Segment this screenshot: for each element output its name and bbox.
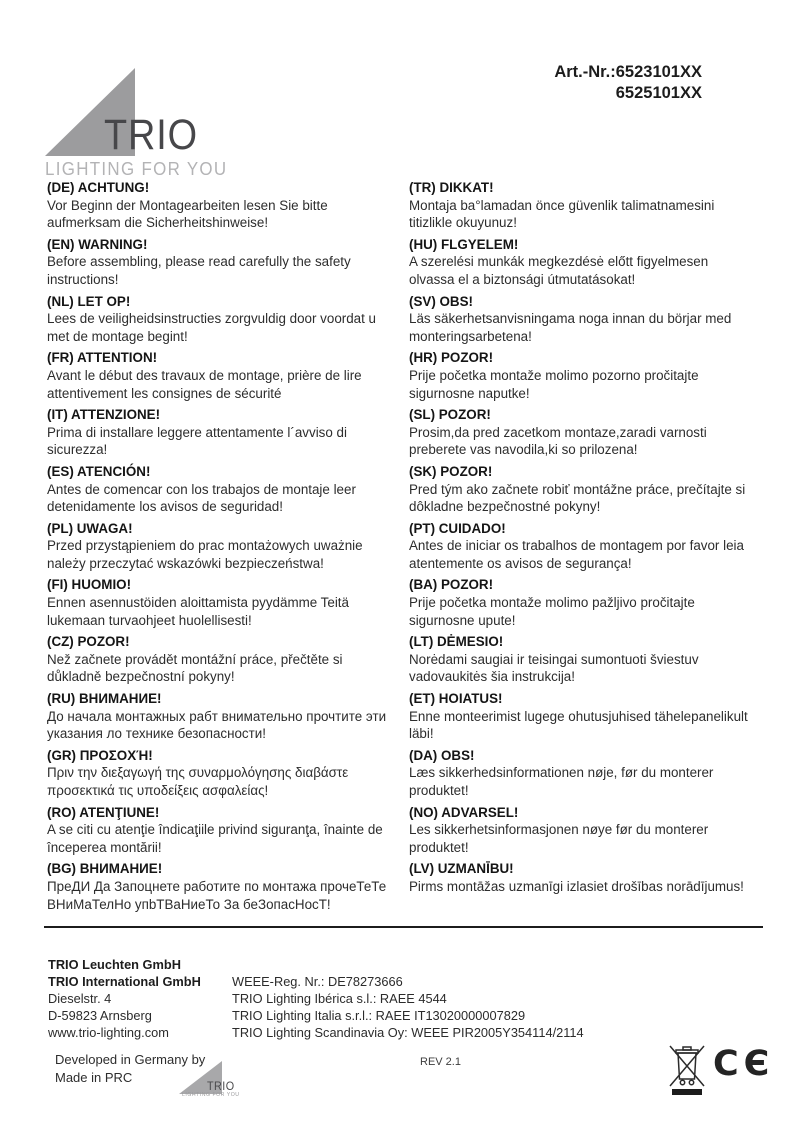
warning-ro-heading: (RO) ATENŢIUNE! [47,804,160,820]
warning-fi [47,576,409,629]
ce-mark-icon: CЄ [713,1044,775,1084]
trio-logo [45,68,228,179]
warning-ba [409,576,764,629]
warning-hu-heading: (HU) FLGYELEM! [409,236,519,252]
warning-da [409,747,764,800]
warning-lt [409,633,764,686]
warning-sl-body: Prosim,da pred zacetkom montaze,zaradi varnosti preberete vas navodila,ki so prilozena! [409,424,707,458]
weee-reg-italia: TRIO Lighting Italia s.r.l.: RAEE IT13020000007829 [232,1008,526,1023]
warning-da-body: Læs sikkerhedsinformationen nøje, før du monterer produktet! [409,765,714,798]
weee-reg-iberica: TRIO Lighting Ibérica s.l.: RAEE 4544 [232,991,447,1006]
warning-fi-body: Ennen asennustöiden aloittamista pyydämme Teitä lukemaan turvaohjeet huolellisesti! [47,595,349,628]
warning-lv-heading: (LV) UZMANĪBU! [409,861,514,877]
warning-bg-heading: (BG) ВНИМАНИЕ! [47,861,163,877]
warning-it-body: Prima di installare leggere attentamente l´avviso di sicurezza! [47,424,347,458]
warning-fi-heading: (FI) HUOMIO! [47,577,132,593]
brand-name: TRIO [104,111,198,159]
warning-pt-body: Antes de iniciar os trabalhos de montagem por favor leia atentemente os avisos de segurança! [409,538,744,571]
warning-sk [409,463,764,516]
company-name-1: TRIO Leuchten GmbH [48,957,181,972]
warning-no-heading: (NO) ADVARSEL! [409,804,519,820]
warning-et [409,690,764,743]
warning-gr-body: Πριν την διεξαγωγή της συναρμολόγησης διαβάστε προσεκτικά τις υποδείξεις ασφαλείας! [47,765,349,798]
warning-no-body: Les sikkerhetsinformasjonen nøye før du monterer produktet! [409,822,709,855]
warnings-right-column [409,179,764,917]
origin-line1: Developed in Germany by [55,1052,206,1067]
weee-registrations [232,956,584,1041]
warning-et-heading: (ET) HOIATUS! [409,691,503,707]
warning-tr-body: Montaja ba°lamadan önce güvenlik talimatnamesini titizlikle okuyunuz! [409,197,715,231]
warning-pl-heading: (PL) UWAGA! [47,520,133,536]
warning-de [47,179,409,232]
warning-de-heading: (DE) ACHTUNG! [47,180,150,195]
warning-hr [409,349,764,402]
warning-gr [47,747,409,800]
origin-line2: Made in PRC [55,1070,133,1085]
warning-es-body: Antes de comencar con los trabajos de montaje leer detenidamente los avisos de seguridad! [47,481,356,515]
warning-en-body: Before assembling, please read carefully the safety instructions! [47,254,351,287]
company-street: Dieselstr. 4 [48,991,112,1006]
weee-reg-de: WEEE-Reg. Nr.: DE78273666 [232,974,403,989]
warning-ba-body: Prije početka montaže molimo pažljivo pročitajte sigurnosne upute! [409,595,695,628]
warning-gr-heading: (GR) ΠΡΟΣΟΧΉ! [47,747,153,763]
warning-en [47,236,409,289]
warning-pt-heading: (PT) CUIDADO! [409,520,506,536]
brand-tagline: LIGHTING FOR YOU [45,159,228,179]
weee-crossed-bin-icon [668,1043,706,1095]
warning-es-heading: (ES) ATENCIÓN! [47,463,151,479]
warning-lv-body: Pirms montāžas uzmanīgi izlasiet drošības norādījumus! [409,878,744,894]
warning-nl [47,293,409,346]
brand-tagline-small: LIGHTING FOR YOU [182,1091,240,1098]
warning-de-body: Vor Beginn der Montagearbeiten lesen Sie bitte aufmerksam die Sicherheitshinweise! [47,197,328,231]
warning-bg [47,860,409,913]
article-number-line1: Art.-Nr.:6523101XX [554,63,702,81]
warning-sv [409,293,764,346]
warnings-columns [47,179,764,917]
warning-fr-body: Avant le début des travaux de montage, prière de lire attentivement les consignes de sécurité [47,367,362,401]
article-number-line2: 6525101XX [615,84,702,102]
warning-it-heading: (IT) ATTENZIONE! [47,407,161,423]
company-city: D-59823 Arnsberg [48,1008,152,1023]
warning-cz-heading: (CZ) POZOR! [47,634,130,650]
warning-ba-heading: (BA) POZOR! [409,577,494,593]
warning-bg-body: ПреДИ Да Запоцнете работите по монтажа прочеТеТе ВНиМаТелНо упbТВаНиеТо За беЗопасНосТ! [47,878,387,912]
warning-sl-heading: (SL) POZOR! [409,407,491,423]
article-number [554,62,702,104]
warning-fr-heading: (FR) ATTENTION! [47,350,158,366]
warning-lv [409,860,764,895]
warning-ru [47,690,409,743]
warning-sk-heading: (SK) POZOR! [409,463,493,479]
warning-pl-body: Przed przystąpieniem do prac montażowych uważnie należy przeczytać wskazówki bezpieczeństwa! [47,538,363,571]
warning-no [409,804,764,857]
warning-hu [409,236,764,289]
warning-it [47,406,409,459]
warning-sk-body: Pred tým ako začnete robiť montážne práce, prečítajte si dôkladne bezpečnostné pokyny! [409,481,746,515]
company-name-2: TRIO International GmbH [48,974,201,989]
revision-label: REV 2.1 [420,1056,461,1068]
warning-et-body: Enne monteerimist lugege ohutusjuhised tähelepanelikult läbi! [409,708,748,742]
warning-hu-body: A szerelési munkák megkezdésė előtt figyelmesen olvassa el a biztonsági útmutatásokat! [409,254,709,287]
warning-lt-heading: (LT) DĖMESIO! [409,634,504,650]
warning-en-heading: (EN) WARNING! [47,236,148,252]
warning-fr [47,349,409,402]
warning-ru-body: До начала монтажных рабт внимательно прочтите эти указания ло технике безопасности! [47,708,387,742]
company-address [48,956,232,1041]
company-info [48,956,584,1041]
warning-lt-body: Norėdami saugiai ir teisingai sumontuoti šviestuv vadovaukitės šia instrukcija! [409,651,699,685]
warning-sl [409,406,764,459]
trio-logo-small [179,1061,257,1099]
warning-ru-heading: (RU) ВНИМАНИЕ! [47,691,162,707]
warning-tr-heading: (TR) DIKKAT! [409,180,494,195]
brand-name-small: TRIO [207,1079,235,1093]
warning-nl-body: Lees de veiligheidsinstructies zorgvuldig door voordat u met de montage begint! [47,311,377,344]
warning-cz [47,633,409,686]
warning-ro [47,804,409,857]
warning-es [47,463,409,516]
warning-hr-heading: (HR) POZOR! [409,350,494,366]
warnings-left-column [47,179,409,917]
warning-sv-body: Läs säkerhetsanvisningama noga innan du börjar med monteringsarbetena! [409,311,732,344]
warning-sv-heading: (SV) OBS! [409,293,473,309]
warning-da-heading: (DA) OBS! [409,747,475,763]
warning-pt [409,520,764,573]
warning-cz-body: Než začnete provádět montážní práce, přečtěte si důkladně bezpečnostní pokyny! [47,651,343,685]
warning-ro-body: A se citi cu atenţie îndicaţiile privind siguranţa, înainte de începerea montării! [47,822,383,855]
warning-tr [409,179,764,232]
company-website: www.trio-lighting.com [48,1025,169,1040]
warning-hr-body: Prije početka montaže molimo pozorno pročitajte sigurnosne naputke! [409,367,699,401]
weee-reg-scandinavia: TRIO Lighting Scandinavia Oy: WEEE PIR2005Y354114/2114 [232,1025,584,1040]
warning-pl [47,520,409,573]
footer-divider [44,926,763,928]
warning-nl-heading: (NL) LET OP! [47,293,131,309]
